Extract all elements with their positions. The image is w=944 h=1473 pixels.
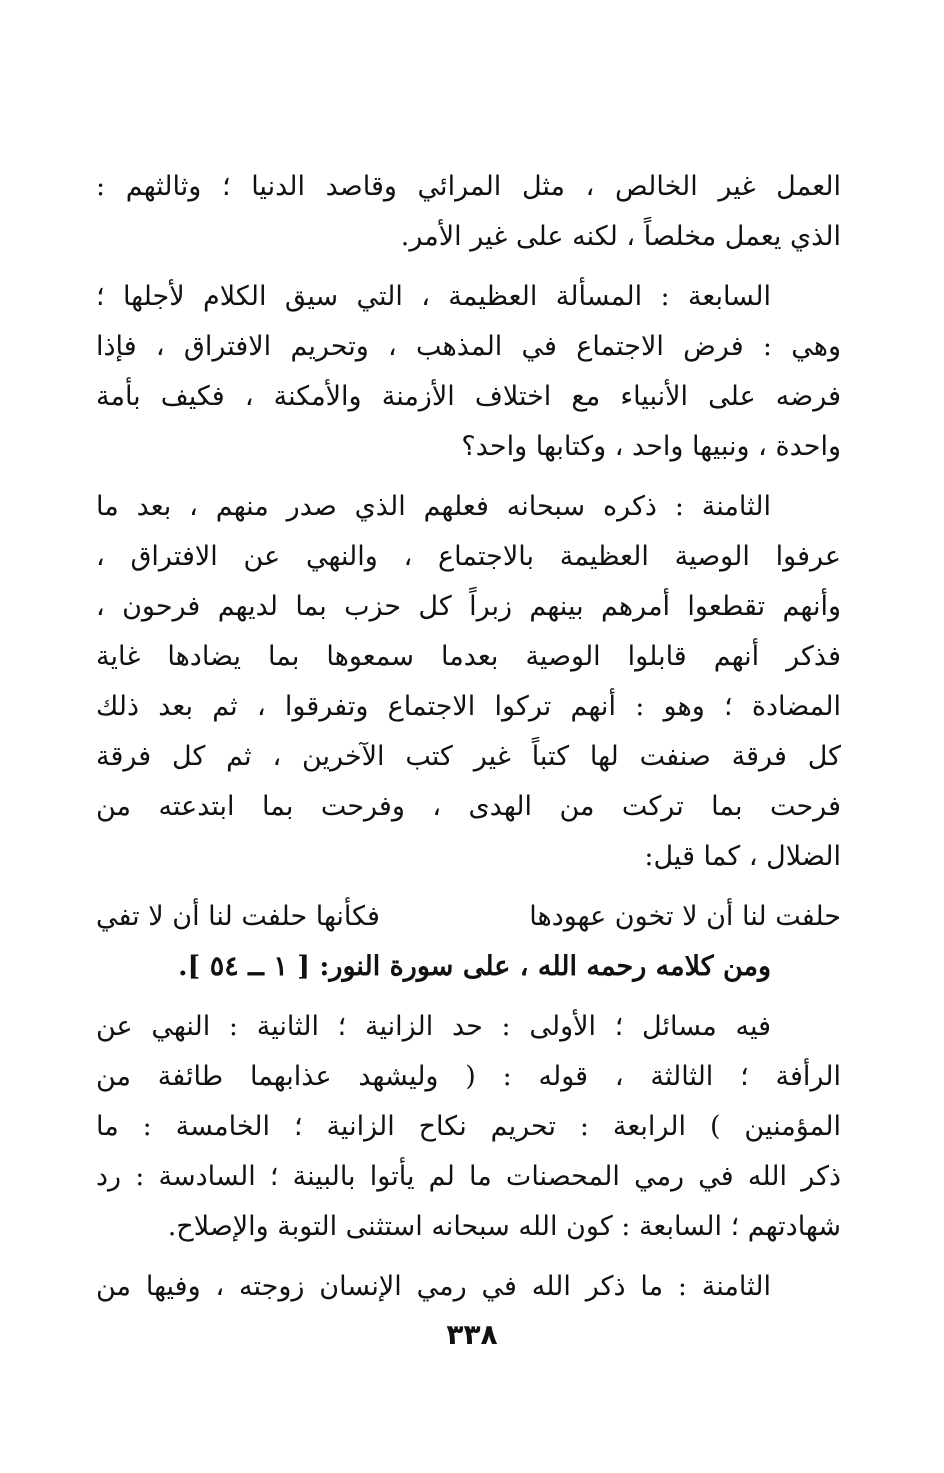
text-line: السابعة : المسألة العظيمة ، التي سيق الكلام لأجلها ؛ <box>96 281 771 312</box>
page-body <box>96 162 841 1312</box>
text-line: الثامنة : ذكره سبحانه فعلهم الذي صدر منهم ، بعد ما <box>96 491 771 522</box>
text-line: الثامنة : ما ذكر الله في رمي الإنسان زوجته ، وفيها من <box>96 1271 771 1302</box>
text-line: وأنهم تقطعوا أمرهم بينهم زبراً كل حزب بما لديهم فرحون ، <box>96 591 841 622</box>
paragraph <box>96 272 841 472</box>
text-line: فيه مسائل ؛ الأولى : حد الزانية ؛ الثانية : النهي عن <box>96 1011 771 1042</box>
text-line: ذكر الله في رمي المحصنات ما لم يأتوا بالبينة ؛ السادسة : رد <box>96 1161 841 1192</box>
text-line: فرحت بما تركت من الهدى ، وفرحت بما ابتدعته من <box>96 791 841 822</box>
text-line: الذي يعمل مخلصاً ، لكنه على غير الأمر. <box>400 221 841 252</box>
text-line: عرفوا الوصية العظيمة بالاجتماع ، والنهي عن الافتراق ، <box>96 541 841 572</box>
section-heading: ومن كلامه رحمه الله ، على سورة النور: [ ١ ــ ٥٤ ]. <box>178 951 771 982</box>
text-line: الرأفة ؛ الثالثة ، قوله : ( وليشهد عذابهما طائفة من <box>96 1061 841 1092</box>
verse-second-hemistich: فكأنها حلفت لنا أن لا تفي <box>96 901 380 932</box>
text-line: واحدة ، ونبيها واحد ، وكتابها واحد؟ <box>461 431 841 462</box>
page-number: ٣٣٨ <box>446 1318 498 1351</box>
text-line: كل فرقة صنفت لها كتباً غير كتب الآخرين ، ثم كل فرقة <box>96 741 841 772</box>
text-line: العمل غير الخالص ، مثل المرائي وقاصد الدنيا ؛ وثالثهم : <box>96 171 841 202</box>
text-line: المؤمنين ) الرابعة : تحريم نكاح الزانية ؛ الخامسة : ما <box>96 1111 841 1142</box>
verse-first-hemistich: حلفت لنا أن لا تخون عهودها <box>529 901 841 932</box>
text-line: المضادة ؛ وهو : أنهم تركوا الاجتماع وتفرقوا ، ثم بعد ذلك <box>96 691 841 722</box>
poetry-verse <box>96 892 841 942</box>
paragraph <box>96 162 841 262</box>
paragraph <box>96 1002 841 1252</box>
paragraph <box>96 482 841 882</box>
text-line: شهادتهم ؛ السابعة : كون الله سبحانه استثنى التوبة والإصلاح. <box>167 1211 841 1242</box>
text-line: الضلال ، كما قيل: <box>644 841 841 872</box>
paragraph <box>96 1262 841 1312</box>
text-line: فرضه على الأنبياء مع اختلاف الأزمنة والأمكنة ، فكيف بأمة <box>96 381 841 412</box>
text-line: فذكر أنهم قابلوا الوصية بعدما سمعوها بما يضادها غاية <box>96 641 841 672</box>
text-line: وهي : فرض الاجتماع في المذهب ، وتحريم الافتراق ، فإذا <box>96 331 841 362</box>
